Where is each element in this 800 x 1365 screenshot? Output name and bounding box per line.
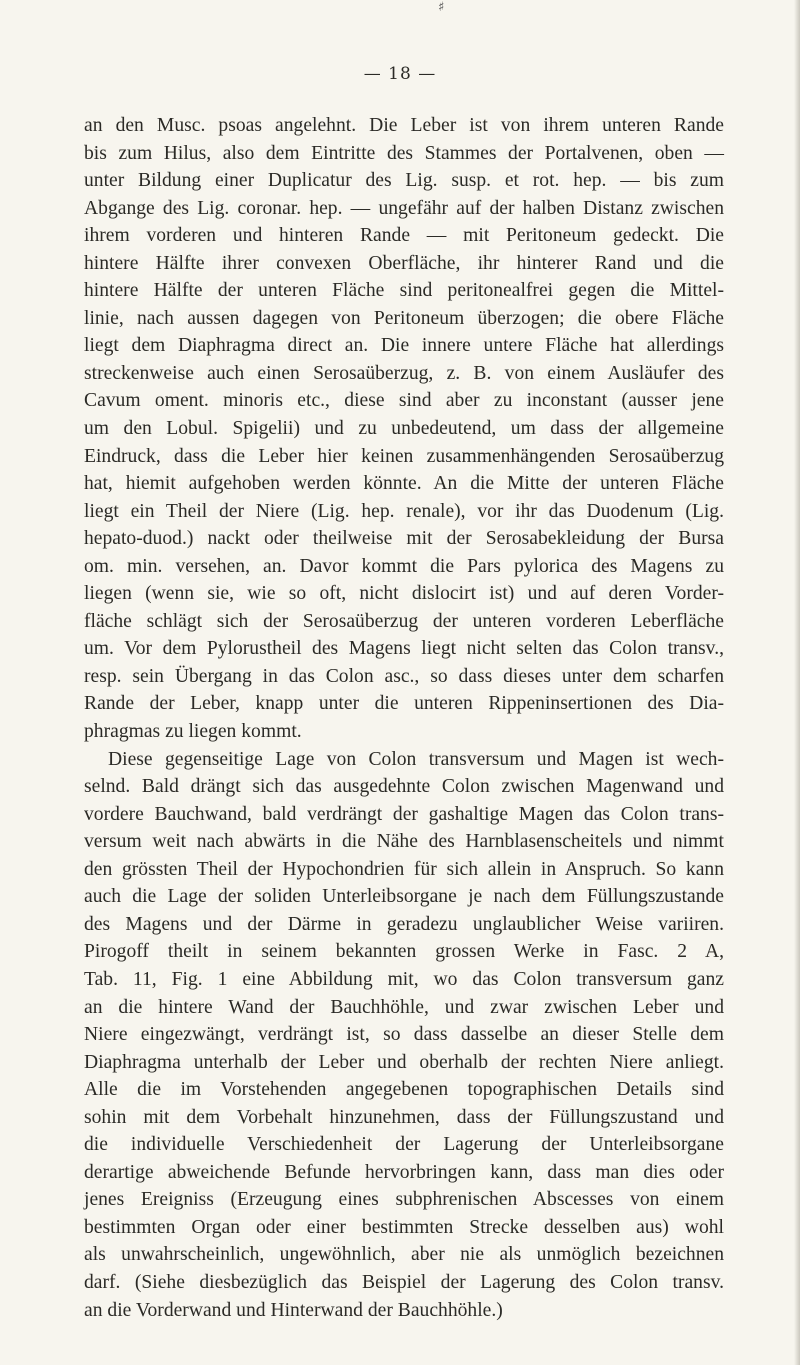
text-line: om. min. versehen, an. Davor kommt die Pars pylorica des Magens zu	[84, 555, 724, 577]
paragraph-end-line: phragmas zu liegen kommt.	[84, 721, 302, 743]
text-line: jenes Ereigniss (Erzeugung eines subphrenischen Abscesses von einem	[84, 1189, 724, 1211]
text-line: resp. sein Übergang in das Colon asc., so dass dieses unter dem scharfen	[84, 665, 724, 687]
text-line: hat, hiemit aufgehoben werden könnte. An die Mitte der unteren Fläche	[84, 473, 724, 495]
text-line: hintere Hälfte ihrer convexen Oberfläche, ihr hinterer Rand und die	[84, 252, 724, 274]
text-line: auch die Lage der soliden Unterleibsorgane je nach dem Füllungszustande	[84, 886, 724, 908]
text-line: Diaphragma unterhalb der Leber und oberhalb der rechten Niere anliegt.	[84, 1051, 724, 1073]
top-mark: ♯	[438, 0, 445, 15]
text-line: versum weit nach abwärts in die Nähe des Harnblasenscheitels und nimmt	[84, 831, 724, 853]
text-line: Niere eingezwängt, verdrängt ist, so dass dasselbe an dieser Stelle dem	[84, 1024, 724, 1046]
text-line: hintere Hälfte der unteren Fläche sind peritonealfrei gegen die Mittel-	[84, 280, 724, 302]
text-line: Alle die im Vorstehenden angegebenen topographischen Details sind	[84, 1079, 724, 1101]
body-text	[84, 112, 724, 1324]
text-line: vordere Bauchwand, bald verdrängt der gashaltige Magen das Colon trans-	[84, 803, 724, 825]
text-line: linie, nach aussen dagegen von Peritoneum überzogen; die obere Fläche	[84, 307, 724, 329]
text-line: an die hintere Wand der Bauchhöhle, und zwar zwischen Leber und	[84, 996, 724, 1018]
text-line: Cavum oment. minoris etc., diese sind aber zu inconstant (ausser jene	[84, 390, 724, 412]
text-line: liegt dem Diaphragma direct an. Die innere untere Fläche hat allerdings	[84, 335, 724, 357]
text-line: die individuelle Verschiedenheit der Lagerung der Unterleibsorgane	[84, 1134, 724, 1156]
page-edge-shadow	[794, 0, 800, 1365]
text-line: streckenweise auch einen Serosaüberzug, z. B. von einem Ausläufer des	[84, 362, 724, 384]
text-line: Abgange des Lig. coronar. hep. — ungefähr auf der halben Distanz zwischen	[84, 197, 724, 219]
text-line: unter Bildung einer Duplicatur des Lig. susp. et rot. hep. — bis zum	[84, 170, 724, 192]
text-line: liegen (wenn sie, wie so oft, nicht dislocirt ist) und auf deren Vorder-	[84, 583, 724, 605]
text-line: liegt ein Theil der Niere (Lig. hep. renale), vor ihr das Duodenum (Lig.	[84, 500, 724, 522]
text-line: des Magens und der Därme in geradezu unglaublicher Weise variiren.	[84, 913, 724, 935]
text-line: bis zum Hilus, also dem Eintritte des Stammes der Portalvenen, oben —	[84, 142, 724, 164]
text-line: um den Lobul. Spigelii) und zu unbedeutend, um dass der allgemeine	[84, 418, 724, 440]
text-line: bestimmten Organ oder einer bestimmten Strecke desselben aus) wohl	[84, 1216, 724, 1238]
text-line: Tab. 11, Fig. 1 eine Abbildung mit, wo das Colon transversum ganz	[84, 968, 724, 990]
paragraph-start-line: Diese gegenseitige Lage von Colon transversum und Magen ist wech-	[108, 748, 724, 770]
text-line: den grössten Theil der Hypochondrien für sich allein in Anspruch. So kann	[84, 858, 724, 880]
text-line: Pirogoff theilt in seinem bekannten grossen Werke in Fasc. 2 A,	[84, 941, 724, 963]
text-line: Eindruck, dass die Leber hier keinen zusammenhängenden Serosaüberzug	[84, 445, 724, 467]
text-line: selnd. Bald drängt sich das ausgedehnte Colon zwischen Magenwand und	[84, 776, 724, 798]
text-line: ihrem vorderen und hinteren Rande — mit Peritoneum gedeckt. Die	[84, 225, 724, 247]
text-line: Rande der Leber, knapp unter die unteren Rippeninsertionen des Dia-	[84, 693, 724, 715]
text-line: fläche schlägt sich der Serosaüberzug der unteren vorderen Leberfläche	[84, 610, 724, 632]
text-line: an den Musc. psoas angelehnt. Die Leber ist von ihrem unteren Rande	[84, 115, 724, 136]
text-line: um. Vor dem Pylorustheil des Magens liegt nicht selten das Colon transv.,	[84, 638, 724, 660]
text-line: derartige abweichende Befunde hervorbringen kann, dass man dies oder	[84, 1161, 724, 1183]
text-line: als unwahrscheinlich, ungewöhnlich, aber nie als unmöglich bezeichnen	[84, 1244, 724, 1266]
text-line: hepato-duod.) nackt oder theilweise mit der Serosabekleidung der Bursa	[84, 528, 724, 550]
paragraph-end-line: an die Vorderwand und Hinterwand der Bauchhöhle.)	[84, 1299, 503, 1321]
page-number: — 18 —	[363, 64, 437, 84]
text-line: darf. (Siehe diesbezüglich das Beispiel der Lagerung des Colon transv.	[84, 1271, 724, 1293]
text-line: sohin mit dem Vorbehalt hinzunehmen, dass der Füllungszustand und	[84, 1106, 724, 1128]
